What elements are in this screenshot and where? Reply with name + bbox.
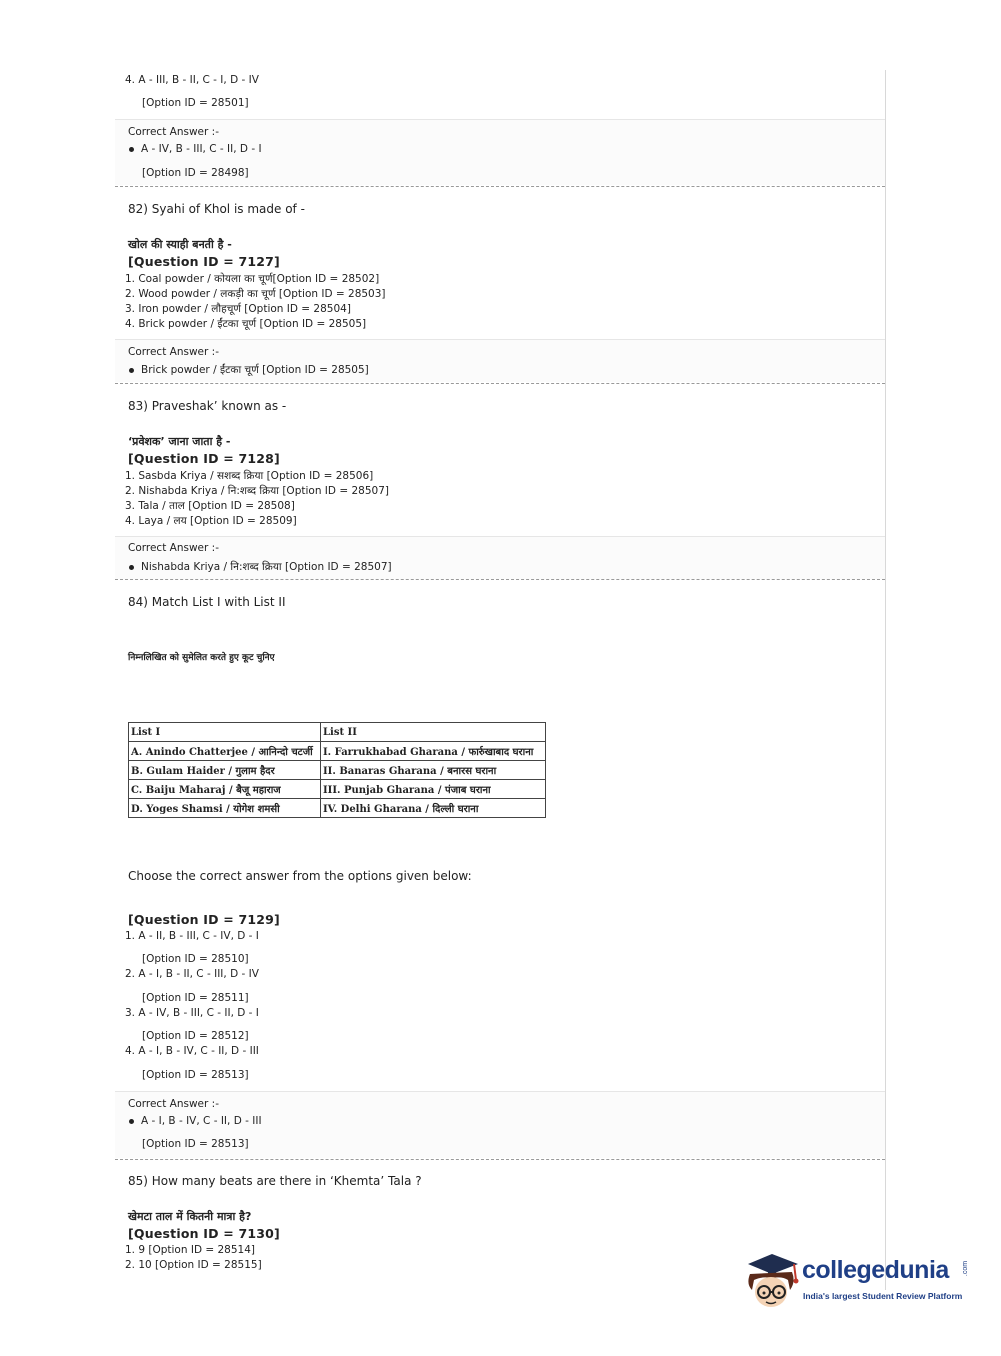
question-id: [Question ID = 7128] <box>128 451 280 466</box>
table-row <box>129 780 546 799</box>
question-hindi: खोल की स्याही बनती है - <box>128 238 232 251</box>
table-cell: A. Anindo Chatterjee / आनिन्दो चटर्जी <box>129 742 321 761</box>
logo-wordmark: collegedunia <box>802 1256 949 1284</box>
option-1: 1. 9 [Option ID = 28514] <box>125 1244 256 1256</box>
question-hindi: निम्नलिखित को सुमेलित करते हुए कूट चुनिए <box>128 653 275 663</box>
option-2: 2. Wood powder / लकड़ी का चूर्ण [Option ID = 28503] <box>125 288 386 300</box>
logo-domain: .com <box>962 1260 970 1277</box>
option-4: 4. Brick powder / ईंटका चूर्ण [Option ID = 28505] <box>125 318 367 330</box>
question-id: [Question ID = 7130] <box>128 1226 280 1241</box>
option-1: 1. A - II, B - III, C - IV, D - I <box>125 930 259 942</box>
table-header: List II <box>321 723 546 742</box>
question-title: 82) Syahi of Khol is made of - <box>128 202 305 216</box>
bullet-icon <box>129 565 134 570</box>
question-title: 83) Praveshak’ known as - <box>128 399 287 413</box>
question-title: 84) Match List I with List II <box>128 595 286 609</box>
page-right-border <box>885 70 886 1290</box>
correct-answer-label: Correct Answer :- <box>128 1098 219 1110</box>
question-hindi: खेमटा ताल में कितनी मात्रा है? <box>128 1210 252 1223</box>
correct-answer: A - I, B - IV, C - II, D - III <box>129 1115 262 1127</box>
correct-answer: A - IV, B - III, C - II, D - I <box>129 143 262 155</box>
option-2-id: [Option ID = 28511] <box>142 992 249 1004</box>
option-4: 4. Laya / लय [Option ID = 28509] <box>125 515 297 527</box>
question-separator <box>115 186 885 187</box>
correct-answer-label: Correct Answer :- <box>128 346 219 358</box>
option-4-id: [Option ID = 28513] <box>142 1069 249 1081</box>
table-cell: II. Banaras Gharana / बनारस घराना <box>321 761 546 780</box>
collegedunia-logo <box>742 1250 972 1316</box>
question-separator <box>115 1159 885 1160</box>
table-row <box>129 799 546 818</box>
correct-answer-label: Correct Answer :- <box>128 126 219 138</box>
table-cell: IV. Delhi Gharana / दिल्ली घराना <box>321 799 546 818</box>
question-id: [Question ID = 7127] <box>128 254 280 269</box>
option-2: 2. Nishabda Kriya / नि:शब्द क्रिया [Option ID = 28507] <box>125 485 389 497</box>
table-cell: B. Gulam Haider / गुलाम हैदर <box>129 761 321 780</box>
bullet-icon <box>129 147 134 152</box>
question-instruction: Choose the correct answer from the options given below: <box>128 869 472 883</box>
bullet-icon <box>129 368 134 373</box>
table-cell: C. Baiju Maharaj / बैजू महाराज <box>129 780 321 799</box>
option-3-id: [Option ID = 28512] <box>142 1030 249 1042</box>
option-4: 4. A - I, B - IV, C - II, D - III <box>125 1045 259 1057</box>
question-separator <box>115 383 885 384</box>
option-3: 3. A - IV, B - III, C - II, D - I <box>125 1007 259 1019</box>
option-3: 3. Tala / ताल [Option ID = 28508] <box>125 500 295 512</box>
option-2: 2. 10 [Option ID = 28515] <box>125 1259 262 1271</box>
option-1-id: [Option ID = 28510] <box>142 953 249 965</box>
bullet-icon <box>129 1119 134 1124</box>
question-separator <box>115 579 885 580</box>
table-row <box>129 742 546 761</box>
question-title: 85) How many beats are there in ‘Khemta’ Tala ? <box>128 1174 422 1188</box>
question-hindi: ‘प्रवेशक’ जाना जाता है - <box>128 435 231 448</box>
correct-answer-id: [Option ID = 28498] <box>142 167 249 179</box>
table-cell: I. Farrukhabad Gharana / फार्रुखाबाद घराना <box>321 742 546 761</box>
table-row <box>129 761 546 780</box>
option-2: 2. A - I, B - II, C - III, D - IV <box>125 968 259 980</box>
option-1: 1. Coal powder / कोयला का चूर्ण[Option ID = 28502] <box>125 273 380 285</box>
question-id: [Question ID = 7129] <box>128 912 280 927</box>
table-header-row <box>129 723 546 742</box>
correct-answer: Brick powder / ईंटका चूर्ण [Option ID = 28505] <box>129 363 369 377</box>
option-3: 3. Iron powder / लौहचूर्ण [Option ID = 28504] <box>125 303 351 315</box>
option-1: 1. Sasbda Kriya / सशब्द क्रिया [Option ID = 28506] <box>125 470 374 482</box>
prev-option-4: 4. A - III, B - II, C - I, D - IV <box>125 74 259 86</box>
mascot-icon <box>742 1250 802 1312</box>
table-cell: D. Yoges Shamsi / योगेश शमसी <box>129 799 321 818</box>
prev-option-4-id: [Option ID = 28501] <box>142 97 249 109</box>
table-header: List I <box>129 723 321 742</box>
logo-tagline: India's largest Student Review Platform <box>803 1291 963 1301</box>
match-table <box>128 722 546 818</box>
correct-answer-id: [Option ID = 28513] <box>142 1138 249 1150</box>
correct-answer: Nishabda Kriya / नि:शब्द क्रिया [Option ID = 28507] <box>129 560 392 574</box>
correct-answer-label: Correct Answer :- <box>128 542 219 554</box>
table-cell: III. Punjab Gharana / पंजाब घराना <box>321 780 546 799</box>
